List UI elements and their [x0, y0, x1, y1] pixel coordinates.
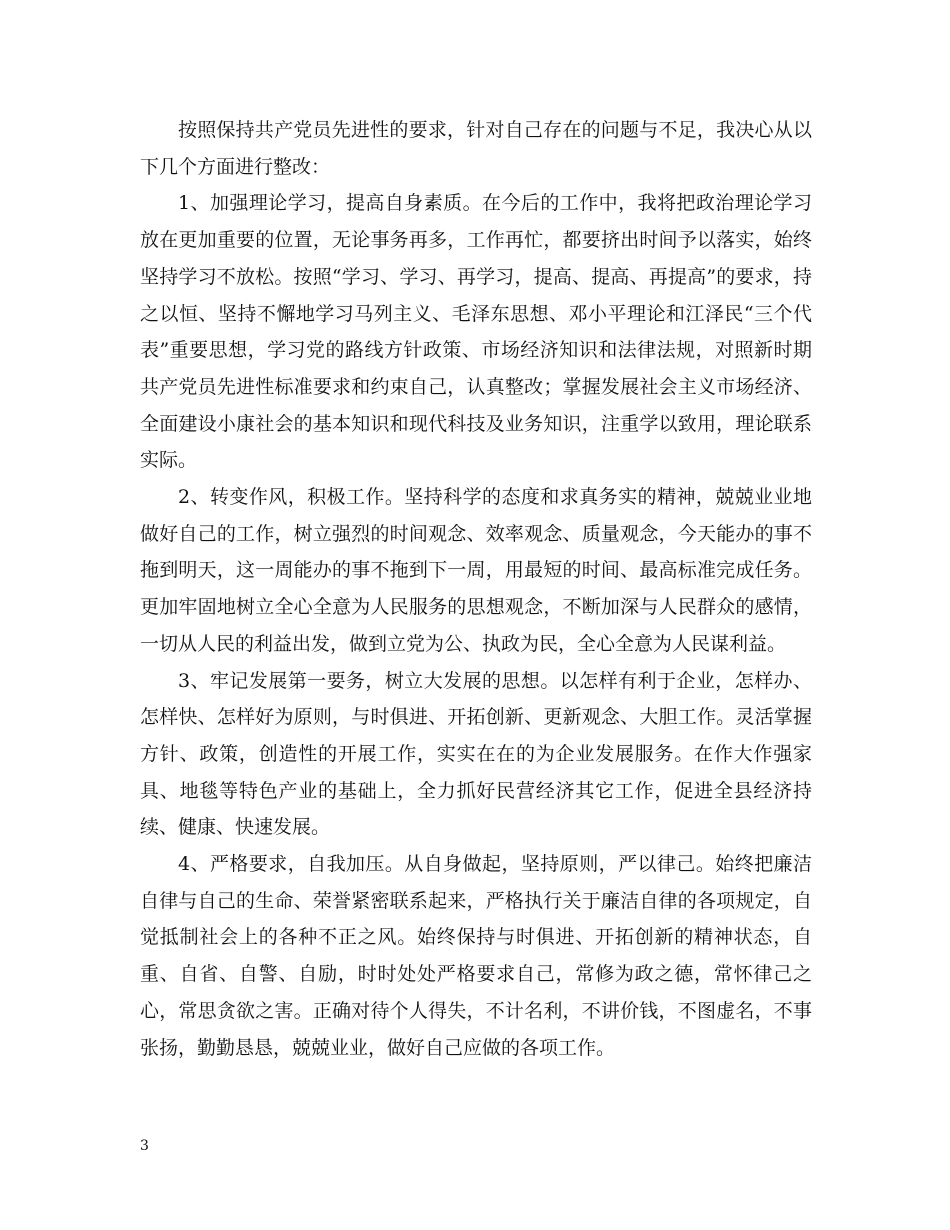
paragraph-item-2: 2、转变作风，积极工作。坚持科学的态度和求真务实的精神，兢兢业业地做好自己的工作，树立强烈的时间观念、效率观念、质量观念，今天能办的事不拖到明天，这一周能办的事不拖到下一周，用最短的时间、最高标准完成任务。更加牢固地树立全心全意为人民服务的思想观念，不断加深与人民群众的感情，一切从人民的利益出发，做到立党为公、执政为民，全心全意为人民谋利益。	[140, 486, 812, 655]
paragraph-item-4: 4、严格要求，自我加压。从自身做起，坚持原则，严以律己。始终把廉洁自律与自己的生命、荣誉紧密联系起来，严格执行关于廉洁自律的各项规定，自觉抵制社会上的各种不正之风。始终保持与时俱进、开拓创新的精神状态，自重、自省、自警、自励，时时处处严格要求自己，常修为政之德，常怀律己之心，常思贪欲之害。正确对待个人得失，不计名利，不讲价钱，不图虚名，不事张扬，勤勤恳恳，兢兢业业，做好自己应做的各项工作。	[140, 853, 812, 1059]
paragraph-item-1: 1、加强理论学习，提高自身素质。在今后的工作中，我将把政治理论学习放在更加重要的位置，无论事务再多，工作再忙，都要挤出时间予以落实，始终坚持学习不放松。按照“学习、学习、再学习，提高、提高、再提高”的要求，持之以恒、坚持不懈地学习马列主义、毛泽东思想、邓小平理论和江泽民“三个代表”重要思想，学习党的路线方针政策、市场经济知识和法律法规，对照新时期共产党员先进性标准要求和约束自己，认真整改；掌握发展社会主义市场经济、全面建设小康社会的基本知识和现代科技及业务知识，注重学以致用，理论联系实际。	[140, 192, 812, 472]
page-number: 3	[140, 1138, 149, 1154]
paragraph-intro: 按照保持共产党员先进性的要求，针对自己存在的问题与不足，我决心从以下几个方面进行整改：	[140, 119, 812, 178]
body-text	[140, 112, 812, 1066]
paragraph-item-3: 3、牢记发展第一要务，树立大发展的思想。以怎样有利于企业，怎样办、怎样快、怎样好为原则，与时俱进、开拓创新、更新观念、大胆工作。灵活掌握方针、政策，创造性的开展工作，实实在在的为企业发展服务。在作大作强家具、地毯等特色产业的基础上，全力抓好民营经济其它工作，促进全县经济持续、健康、快速发展。	[140, 669, 812, 839]
